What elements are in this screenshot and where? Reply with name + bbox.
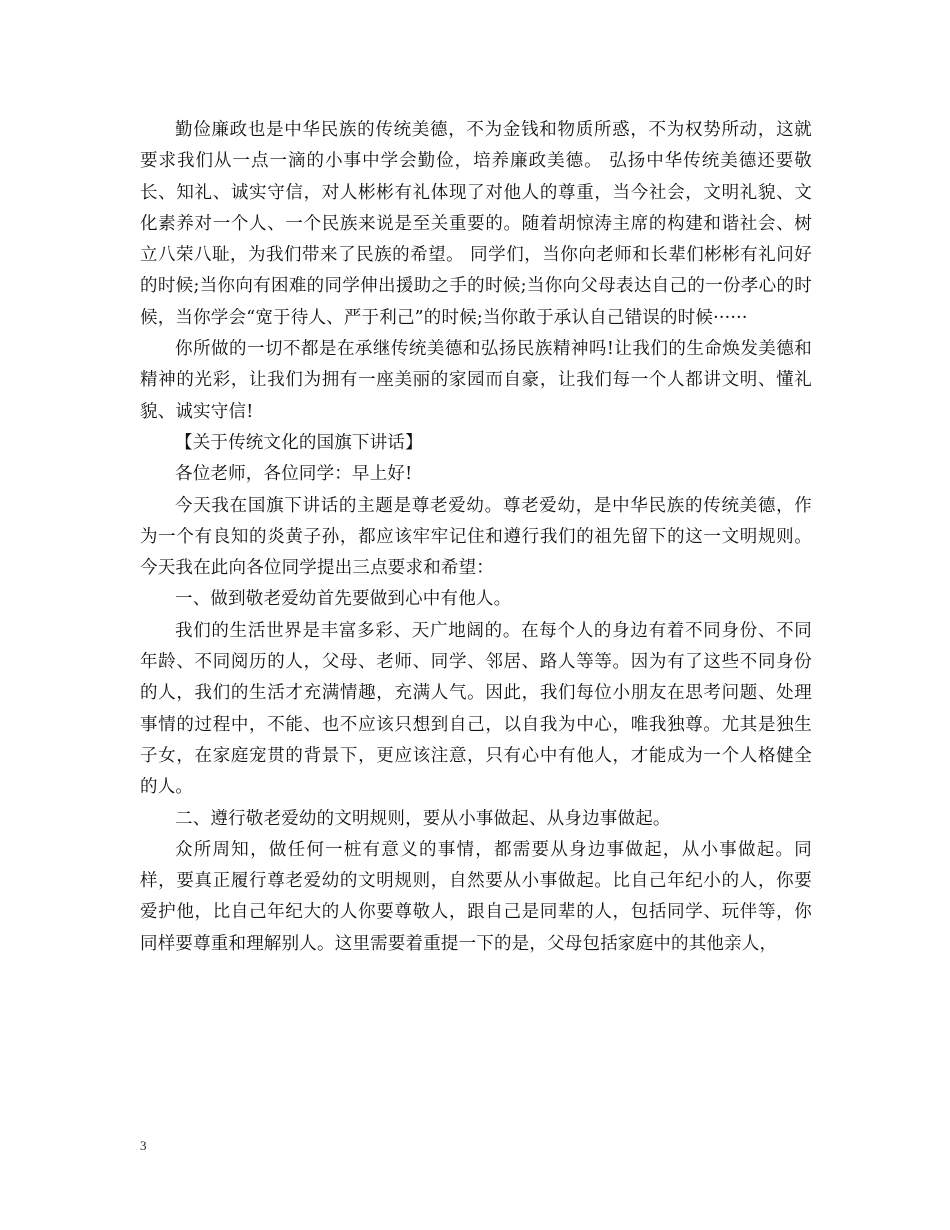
document-body <box>140 115 812 960</box>
paragraph-point-two: 众所周知，做任何一桩有意义的事情，都需要从身边事做起，从小事做起。同样，要真正履行尊老爱幼的文明规则，自然要从小事做起。比自己年纪小的人，你要爱护他，比自己年纪大的人你要尊敬人，跟自己是同辈的人，包括同学、玩伴等，你同样要尊重和理解别人。这里需要着重提一下的是，父母包括家庭中的其他亲人， <box>140 839 812 954</box>
page-number: 3 <box>140 1138 147 1153</box>
paragraph-speech-topic: 今天我在国旗下讲话的主题是尊老爱幼。尊老爱幼，是中华民族的传统美德，作为一个有良知的炎黄子孙，都应该牢牢记住和遵行我们的祖先留下的这一文明规则。今天我在此向各位同学提出三点要求和希望： <box>140 495 812 579</box>
paragraph-carry-on-virtues: 你所做的一切不都是在承继传统美德和弘扬民族精神吗!让我们的生命焕发美德和精神的光彩，让我们为拥有一座美丽的家园而自豪，让我们每一个人都讲文明、懂礼貌、诚实守信! <box>140 339 812 422</box>
point-one-heading: 一、做到敬老爱幼首先要做到心中有他人。 <box>175 589 512 610</box>
greeting: 各位老师，各位同学：早上好! <box>175 464 413 485</box>
paragraph-diligence-integrity: 勤俭廉政也是中华民族的传统美德，不为金钱和物质所惑，不为权势所动，这就要求我们从一点一滴的小事中学会勤俭，培养廉政美德。 弘扬中华传统美德还要敬长、知礼、诚实守信，对人彬彬有礼体现了对他人的尊重，当今社会，文明礼貌、文化素养对一个人、一个民族来说是至关重要的。随着胡惊涛主席的构建和谐社会、树立八荣八耻，为我们带来了民族的希望。 同学们，当你向老师和长辈们彬彬有礼问好的时候;当你向有困难的同学伸出援助之手的时候;当你向父母表达自己的一份孝心的时候，当你学会“宽于待人、严于利己”的时候;当你敢于承认自己错误的时候······ <box>140 120 812 328</box>
paragraph-point-one: 我们的生活世界是丰富多彩、天广地阔的。在每个人的身边有着不同身份、不同年龄、不同阅历的人，父母、老师、同学、邻居、路人等等。因为有了这些不同身份的人，我们的生活才充满情趣，充满人气。因此，我们每位小朋友在思考问题、处理事情的过程中，不能、也不应该只想到自己，以自我为中心，唯我独尊。尤其是独生子女，在家庭宠贯的背景下，更应该注意，只有心中有他人，才能成为一个人格健全的人。 <box>140 620 812 798</box>
point-two-heading: 二、遵行敬老爱幼的文明规则，要从小事做起、从身边事做起。 <box>175 808 671 829</box>
section-heading: 【关于传统文化的国旗下讲话】 <box>175 432 423 453</box>
